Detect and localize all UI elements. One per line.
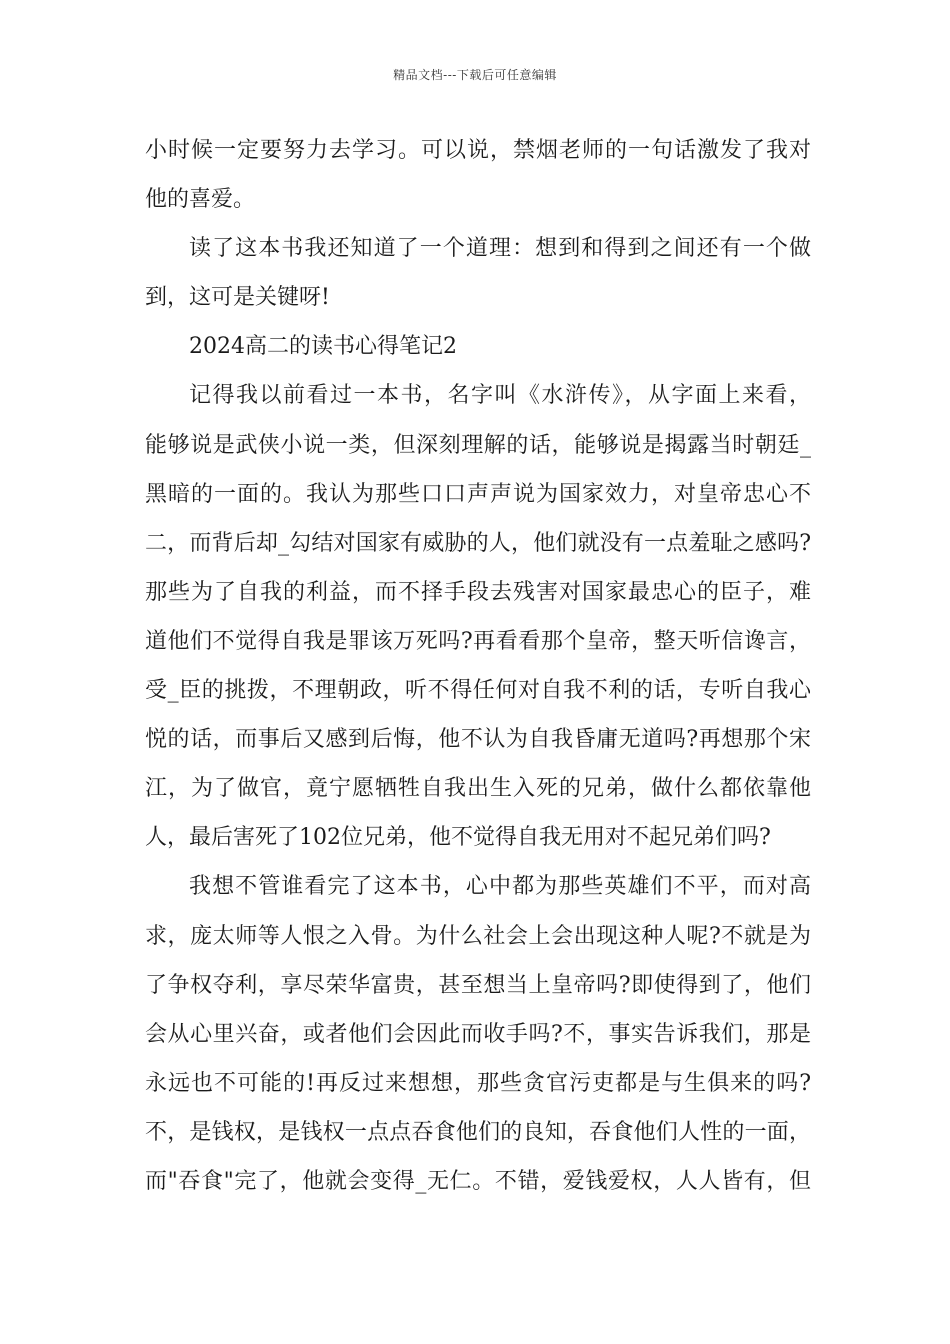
text-line: 了争权夺利，享尽荣华富贵，甚至想当上皇帝吗?即使得到了，他们 bbox=[145, 972, 811, 998]
text-line: 他的喜爱。 bbox=[145, 187, 256, 213]
text-line: 江，为了做官，竟宁愿牺牲自我出生入死的兄弟，做什么都依靠他 bbox=[145, 776, 811, 802]
text-line: 二，而背后却_勾结对国家有威胁的人，他们就没有一点羞耻之感吗? bbox=[145, 530, 811, 556]
text-line: 小时候一定要努力去学习。可以说，禁烟老师的一句话激发了我对 bbox=[145, 138, 811, 163]
text-line: 永远也不可能的!再反过来想想，那些贪官污吏都是与生俱来的吗? bbox=[145, 1070, 811, 1096]
text-line: 而"吞食"完了，他就会变得_无仁。不错，爱钱爱权，人人皆有，但 bbox=[145, 1168, 811, 1194]
page-header: 精品文档---下载后可任意编辑 bbox=[393, 68, 557, 82]
text-line: 能够说是武侠小说一类，但深刻理解的话，能够说是揭露当时朝廷_ bbox=[145, 432, 811, 458]
text-line: 到，这可是关键呀! bbox=[145, 285, 330, 311]
text-line: 不，是钱权，是钱权一点点吞食他们的良知，吞食他们人性的一面， bbox=[145, 1119, 811, 1145]
text-line: 受_臣的挑拨，不理朝政，听不得任何对自我不利的话，专听自我心 bbox=[145, 678, 811, 704]
document-body bbox=[145, 126, 811, 1206]
text-line: 黑暗的一面的。我认为那些口口声声说为国家效力，对皇帝忠心不 bbox=[145, 481, 811, 507]
text-line: 2024高二的读书心得笔记2 bbox=[189, 334, 457, 360]
text-line: 记得我以前看过一本书，名字叫《水浒传》，从字面上来看， bbox=[189, 383, 811, 409]
text-line: 那些为了自我的利益，而不择手段去残害对国家最忠心的臣子，难 bbox=[145, 579, 811, 605]
text-line: 悦的话，而事后又感到后悔，他不认为自我昏庸无道吗?再想那个宋 bbox=[145, 727, 811, 753]
text-line: 会从心里兴奋，或者他们会因此而收手吗?不，事实告诉我们，那是 bbox=[145, 1021, 811, 1047]
text-line: 人，最后害死了102位兄弟，他不觉得自我无用对不起兄弟们吗? bbox=[145, 825, 771, 851]
text-line: 我想不管谁看完了这本书，心中都为那些英雄们不平，而对高 bbox=[189, 874, 811, 900]
text-line: 读了这本书我还知道了一个道理：想到和得到之间还有一个做 bbox=[189, 236, 811, 262]
text-line: 求，庞太师等人恨之入骨。为什么社会上会出现这种人呢?不就是为 bbox=[145, 923, 811, 949]
text-line: 道他们不觉得自我是罪该万死吗?再看看那个皇帝，整天听信谗言， bbox=[145, 628, 811, 654]
